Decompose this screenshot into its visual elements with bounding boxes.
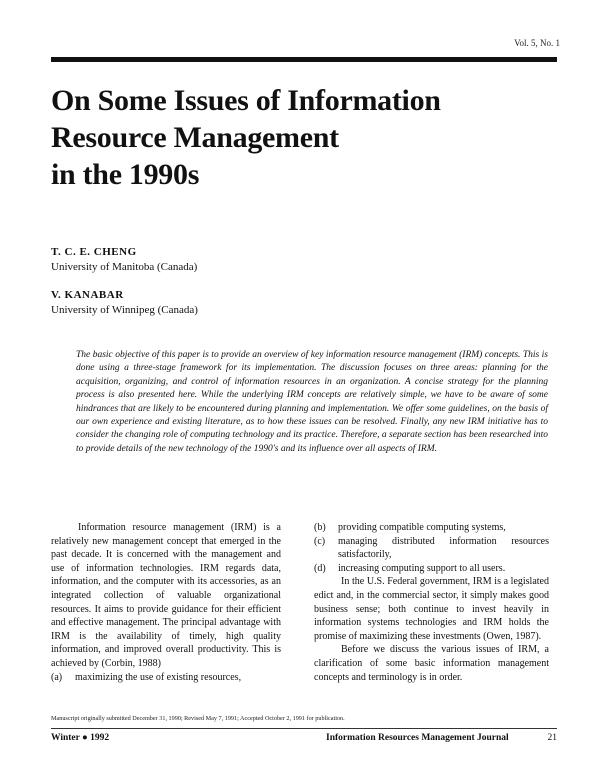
author-block (51, 245, 197, 275)
body-column-right (314, 521, 549, 684)
list-item (314, 535, 549, 562)
footer-journal: Information Resources Management Journal (326, 733, 509, 743)
footer-issue: Winter ● 1992 (51, 733, 110, 743)
title-line: Resource Management (51, 121, 339, 154)
list-item (314, 521, 549, 535)
author-name: V. KANABAR (51, 289, 124, 301)
author-affiliation: University of Winnipeg (Canada) (51, 304, 198, 316)
title-line: in the 1990s (51, 158, 200, 191)
list-label: (a) (51, 671, 63, 683)
author-name: T. C. E. CHENG (51, 246, 137, 258)
manuscript-footnote: Manuscript originally submitted December 31, 1990; Revised May 7, 1991; Accepted October 2, 1991 for publication. (51, 715, 345, 722)
list-text: providing compatible computing systems, (338, 522, 506, 533)
list-text: managing distributed information resources satisfactorily, (338, 535, 549, 561)
page-number: 21 (547, 733, 557, 743)
author-block (51, 288, 198, 318)
title-line: On Some Issues of Information (51, 84, 441, 117)
article-title (51, 82, 561, 193)
body-paragraph: Information resource management (IRM) is a relatively new management concept that emerged in the past decade. It is concerned with the management and use of information technologies. IRM regards data, information, and the computer with its accessories, as an integrated collection of valuable organizational resources. It aims to provide guidance for their efficient and effective management. The principal advantage with IRM is the availability of timely, high quality information, and improved overall productivity. This is achieved by (Corbin, 1988) (51, 522, 281, 669)
body-paragraph: Before we discuss the various issues of IRM, a clarification of some basic information management concepts and terminology is in order. (314, 644, 549, 683)
list-item (314, 562, 549, 576)
footer-rule (51, 728, 557, 729)
list-label: (d) (314, 562, 326, 574)
abstract: The basic objective of this paper is to provide an overview of key information resource management (IRM) concepts. This is done using a three-stage framework for its implementation. The discussion focuses on three areas: planning for the acquisition, organizing, and control of information resources in an organization. A concise strategy for the planning process is also presented here. While the underlying IRM concepts are relatively simple, we have to be aware of some hindrances that are likely to be encountered during planning and implementation. We offer some guidelines, on the basis of our own experience and existing literature, as to how these issues can be resolved. Finally, any new IRM initiative has to consider the changing role of computing technology and its practice. Therefore, a separate section has been researched into to provide details of the new technology of the 1990's and its influence over all aspects of IRM. (76, 350, 548, 454)
body-column-left (51, 521, 281, 684)
page-footer (51, 733, 557, 743)
list-label: (c) (314, 535, 326, 547)
body-paragraph: In the U.S. Federal government, IRM is a legislated edict and, in the commercial sector, it simply makes good business sense; both continue to invest heavily in information systems technologies and IRM holds the promise of maximizing these investments (Owen, 1987). (314, 576, 549, 642)
list-item (51, 671, 281, 685)
list-text: increasing computing support to all users. (338, 562, 506, 574)
author-affiliation: University of Manitoba (Canada) (51, 261, 198, 273)
volume-label: Vol. 5, No. 1 (514, 38, 560, 48)
header-rule (51, 57, 557, 62)
list-text: maximizing the use of existing resources, (75, 671, 242, 683)
list-label: (b) (314, 522, 326, 533)
